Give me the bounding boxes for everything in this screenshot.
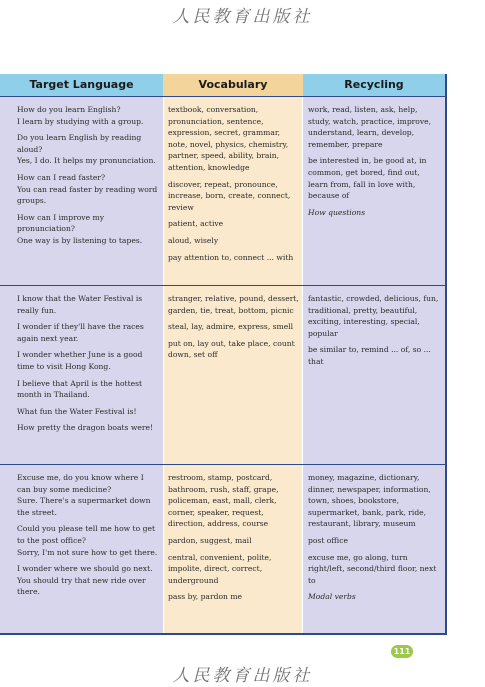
target-item: How pretty the dragon boats were! bbox=[17, 423, 153, 433]
target-item: How do you learn English? I learn by studying with a group. bbox=[17, 105, 144, 126]
recycling-item: work, read, listen, ask, help, study, watch, practice, improve, understand, learn, develop, remember, prepare bbox=[308, 105, 432, 149]
row1-vocab bbox=[168, 104, 300, 268]
row3-vocab bbox=[168, 472, 300, 608]
header-recycling: Recycling bbox=[303, 74, 445, 96]
column-divider bbox=[163, 74, 164, 633]
target-item: How can I read faster? You can read faster by reading word groups. bbox=[17, 172, 158, 206]
target-item: What fun the Water Festival is! bbox=[17, 406, 137, 416]
target-item: I wonder whether June is a good time to visit Hong Kong. bbox=[17, 350, 143, 371]
recycling-item: be similar to, remind ... of, so ... that bbox=[308, 345, 431, 366]
header-divider bbox=[0, 96, 445, 97]
target-item: Could you please tell me how to get to the post office? Sorry, I'm not sure how to get there. bbox=[17, 524, 158, 557]
row-divider bbox=[0, 285, 445, 286]
target-item: I wonder if they'll have the races again next year. bbox=[17, 322, 144, 343]
row1-target bbox=[17, 104, 159, 252]
recycling-item: excuse me, go along, turn right/left, second/third floor, next to bbox=[308, 552, 437, 585]
vocab-item: textbook, conversation, pronunciation, sentence, expression, secret, grammar, note, novel, physics, chemistry, partner, speed, ability, brain, attention, knowledge bbox=[168, 105, 289, 172]
vocab-item: steal, lay, admire, express, smell bbox=[168, 322, 294, 332]
vocab-item: aloud, wisely bbox=[168, 235, 219, 245]
vocab-item: discover, repeat, pronounce, increase, born, create, connect, review bbox=[168, 179, 291, 212]
target-item: I know that the Water Festival is really fun. bbox=[17, 294, 143, 315]
target-item: Do you learn English by reading aloud? Yes, I do. It helps my pronunciation. bbox=[17, 133, 156, 166]
vocab-item: put on, lay out, take place, count down, set off bbox=[168, 338, 295, 360]
vocab-item: restroom, stamp, postcard, bathroom, rush, staff, grape, policeman, east, mall, clerk, corner, speaker, request, direction, address, course bbox=[168, 473, 279, 529]
vocab-item: stranger, relative, pound, dessert, garden, tie, treat, bottom, picnic bbox=[168, 294, 299, 315]
recycling-item: money, magazine, dictionary, dinner, newspaper, information, town, shoes, bookstore, supermarket, bank, park, ride, restaurant, library, museum bbox=[308, 473, 431, 529]
vocab-item: pass by, pardon me bbox=[168, 592, 243, 602]
vocab-item: pay attention to, connect ... with bbox=[168, 252, 294, 262]
target-item: I believe that April is the hottest month in Thailand. bbox=[17, 378, 143, 400]
recycling-item: fantastic, crowded, delicious, fun, traditional, pretty, beautiful, exciting, interesting, special, popular bbox=[308, 294, 439, 338]
publisher-logo-top: 人民教育出版社 bbox=[172, 7, 313, 27]
vocab-item: pardon, suggest, mail bbox=[168, 535, 252, 545]
row1-recycling bbox=[308, 104, 440, 223]
column-divider bbox=[302, 74, 303, 633]
recycling-item: How questions bbox=[308, 207, 366, 217]
header-vocabulary: Vocabulary bbox=[163, 74, 303, 96]
table-header bbox=[0, 74, 445, 96]
publisher-logo-bottom: 人民教育出版社 bbox=[172, 666, 313, 686]
row2-target bbox=[17, 293, 159, 439]
recycling-item: Modal verbs bbox=[308, 592, 356, 602]
vocab-item: patient, active bbox=[168, 219, 224, 229]
target-item: I wonder where we should go next. You should try that new ride over there. bbox=[17, 564, 153, 597]
row2-vocab bbox=[168, 293, 300, 366]
vocab-item: central, convenient, polite, impolite, direct, correct, underground bbox=[168, 552, 272, 585]
target-item: Excuse me, do you know where I can buy some medicine? Sure. There's a supermarket down the street. bbox=[17, 473, 151, 517]
header-target-language: Target Language bbox=[0, 74, 163, 96]
page-number-badge: 111 bbox=[391, 645, 413, 658]
target-item: How can I improve my pronunciation? One way is by listening to tapes. bbox=[17, 212, 143, 245]
recycling-item: post office bbox=[308, 535, 348, 545]
language-table bbox=[0, 74, 447, 635]
row2-recycling bbox=[308, 293, 440, 373]
row-divider bbox=[0, 464, 445, 465]
row3-target bbox=[17, 472, 159, 603]
row3-recycling bbox=[308, 472, 440, 608]
recycling-item: be interested in, be good at, in common, get bored, find out, learn from, fall in love with, because of bbox=[308, 156, 427, 201]
